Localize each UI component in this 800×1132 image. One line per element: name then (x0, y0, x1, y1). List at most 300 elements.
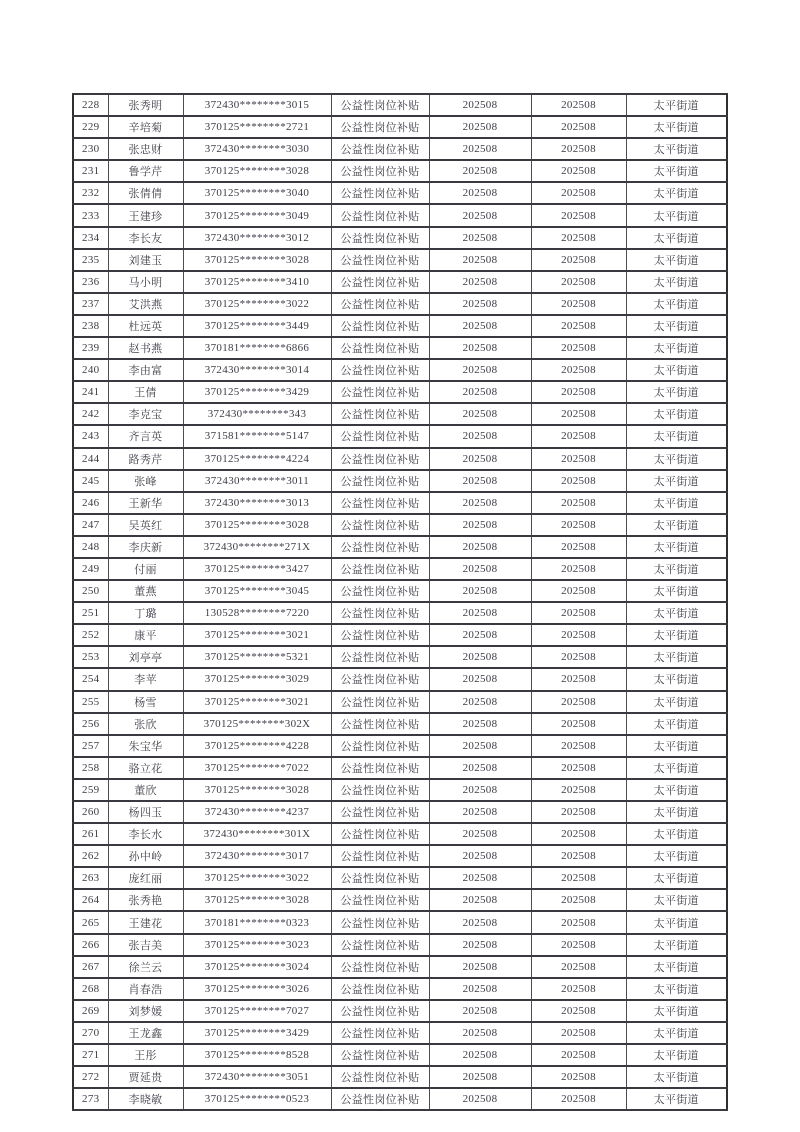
cell-start-month: 202508 (429, 978, 531, 1000)
cell-id-number: 370125********3026 (183, 978, 331, 1000)
cell-subsidy-type: 公益性岗位补贴 (331, 293, 429, 315)
cell-person-name: 贾延贵 (108, 1066, 183, 1088)
cell-start-month: 202508 (429, 94, 531, 116)
cell-person-name: 马小明 (108, 271, 183, 293)
cell-street: 太平街道 (626, 1044, 727, 1066)
cell-subsidy-type: 公益性岗位补贴 (331, 911, 429, 933)
cell-street: 太平街道 (626, 359, 727, 381)
cell-end-month: 202508 (531, 315, 626, 337)
cell-subsidy-type: 公益性岗位补贴 (331, 978, 429, 1000)
cell-end-month: 202508 (531, 779, 626, 801)
cell-id-number: 370125********3024 (183, 956, 331, 978)
cell-person-name: 赵书燕 (108, 337, 183, 359)
table-row (73, 315, 727, 337)
cell-id-number: 370125********3022 (183, 867, 331, 889)
cell-street: 太平街道 (626, 735, 727, 757)
cell-subsidy-type: 公益性岗位补贴 (331, 514, 429, 536)
cell-person-name: 辛培菊 (108, 116, 183, 138)
cell-end-month: 202508 (531, 94, 626, 116)
cell-row-number: 264 (73, 889, 108, 911)
cell-street: 太平街道 (626, 249, 727, 271)
cell-person-name: 张欣 (108, 713, 183, 735)
cell-id-number: 372430********3051 (183, 1066, 331, 1088)
cell-id-number: 370181********6866 (183, 337, 331, 359)
cell-id-number: 370125********3021 (183, 624, 331, 646)
table-row (73, 536, 727, 558)
cell-start-month: 202508 (429, 1000, 531, 1022)
cell-street: 太平街道 (626, 713, 727, 735)
table-row (73, 381, 727, 403)
cell-person-name: 骆立花 (108, 757, 183, 779)
cell-end-month: 202508 (531, 757, 626, 779)
cell-person-name: 王龙鑫 (108, 1022, 183, 1044)
cell-subsidy-type: 公益性岗位补贴 (331, 536, 429, 558)
cell-person-name: 刘亭亭 (108, 646, 183, 668)
cell-street: 太平街道 (626, 691, 727, 713)
cell-start-month: 202508 (429, 867, 531, 889)
cell-id-number: 372430********4237 (183, 801, 331, 823)
cell-street: 太平街道 (626, 558, 727, 580)
cell-end-month: 202508 (531, 381, 626, 403)
cell-start-month: 202508 (429, 116, 531, 138)
cell-end-month: 202508 (531, 978, 626, 1000)
cell-start-month: 202508 (429, 1044, 531, 1066)
cell-end-month: 202508 (531, 889, 626, 911)
cell-person-name: 张峰 (108, 470, 183, 492)
cell-id-number: 370125********5321 (183, 646, 331, 668)
cell-id-number: 370125********3021 (183, 691, 331, 713)
cell-row-number: 256 (73, 713, 108, 735)
cell-row-number: 239 (73, 337, 108, 359)
cell-start-month: 202508 (429, 668, 531, 690)
cell-id-number: 370125********8528 (183, 1044, 331, 1066)
cell-subsidy-type: 公益性岗位补贴 (331, 602, 429, 624)
cell-start-month: 202508 (429, 425, 531, 447)
cell-person-name: 杜远英 (108, 315, 183, 337)
cell-start-month: 202508 (429, 1066, 531, 1088)
table-row (73, 911, 727, 933)
subsidy-roster-table (72, 93, 728, 1111)
cell-id-number: 370125********3022 (183, 293, 331, 315)
cell-person-name: 孙中岭 (108, 845, 183, 867)
cell-row-number: 229 (73, 116, 108, 138)
cell-end-month: 202508 (531, 713, 626, 735)
cell-id-number: 370125********3040 (183, 182, 331, 204)
cell-subsidy-type: 公益性岗位补贴 (331, 823, 429, 845)
cell-street: 太平街道 (626, 1066, 727, 1088)
cell-subsidy-type: 公益性岗位补贴 (331, 381, 429, 403)
cell-street: 太平街道 (626, 514, 727, 536)
cell-row-number: 258 (73, 757, 108, 779)
cell-row-number: 270 (73, 1022, 108, 1044)
cell-start-month: 202508 (429, 138, 531, 160)
table-row (73, 271, 727, 293)
cell-id-number: 372430********301X (183, 823, 331, 845)
cell-subsidy-type: 公益性岗位补贴 (331, 691, 429, 713)
cell-subsidy-type: 公益性岗位补贴 (331, 1088, 429, 1110)
cell-start-month: 202508 (429, 889, 531, 911)
table-row (73, 182, 727, 204)
cell-row-number: 232 (73, 182, 108, 204)
cell-id-number: 370125********3049 (183, 204, 331, 226)
cell-subsidy-type: 公益性岗位补贴 (331, 1044, 429, 1066)
cell-end-month: 202508 (531, 558, 626, 580)
cell-subsidy-type: 公益性岗位补贴 (331, 558, 429, 580)
cell-subsidy-type: 公益性岗位补贴 (331, 624, 429, 646)
cell-id-number: 370125********3028 (183, 249, 331, 271)
cell-id-number: 370125********302X (183, 713, 331, 735)
cell-subsidy-type: 公益性岗位补贴 (331, 271, 429, 293)
table-row (73, 624, 727, 646)
table-row (73, 1000, 727, 1022)
cell-end-month: 202508 (531, 1066, 626, 1088)
cell-end-month: 202508 (531, 691, 626, 713)
cell-end-month: 202508 (531, 1088, 626, 1110)
cell-street: 太平街道 (626, 182, 727, 204)
cell-row-number: 234 (73, 227, 108, 249)
cell-subsidy-type: 公益性岗位补贴 (331, 249, 429, 271)
cell-subsidy-type: 公益性岗位补贴 (331, 934, 429, 956)
cell-street: 太平街道 (626, 94, 727, 116)
table-row (73, 293, 727, 315)
cell-id-number: 370181********0323 (183, 911, 331, 933)
cell-subsidy-type: 公益性岗位补贴 (331, 779, 429, 801)
cell-id-number: 372430********271X (183, 536, 331, 558)
cell-row-number: 260 (73, 801, 108, 823)
cell-subsidy-type: 公益性岗位补贴 (331, 448, 429, 470)
cell-row-number: 251 (73, 602, 108, 624)
cell-start-month: 202508 (429, 470, 531, 492)
cell-subsidy-type: 公益性岗位补贴 (331, 470, 429, 492)
cell-row-number: 241 (73, 381, 108, 403)
cell-subsidy-type: 公益性岗位补贴 (331, 1000, 429, 1022)
cell-row-number: 268 (73, 978, 108, 1000)
cell-start-month: 202508 (429, 757, 531, 779)
cell-row-number: 259 (73, 779, 108, 801)
cell-street: 太平街道 (626, 492, 727, 514)
cell-subsidy-type: 公益性岗位补贴 (331, 403, 429, 425)
cell-end-month: 202508 (531, 448, 626, 470)
cell-street: 太平街道 (626, 425, 727, 447)
cell-end-month: 202508 (531, 934, 626, 956)
table-row (73, 867, 727, 889)
cell-person-name: 路秀芹 (108, 448, 183, 470)
table-row (73, 249, 727, 271)
cell-end-month: 202508 (531, 845, 626, 867)
cell-person-name: 张秀明 (108, 94, 183, 116)
cell-start-month: 202508 (429, 448, 531, 470)
cell-id-number: 370125********7027 (183, 1000, 331, 1022)
cell-person-name: 刘梦媛 (108, 1000, 183, 1022)
table-row (73, 668, 727, 690)
cell-street: 太平街道 (626, 204, 727, 226)
cell-row-number: 271 (73, 1044, 108, 1066)
cell-person-name: 李晓敏 (108, 1088, 183, 1110)
cell-end-month: 202508 (531, 646, 626, 668)
cell-end-month: 202508 (531, 911, 626, 933)
cell-subsidy-type: 公益性岗位补贴 (331, 160, 429, 182)
cell-end-month: 202508 (531, 801, 626, 823)
cell-subsidy-type: 公益性岗位补贴 (331, 492, 429, 514)
cell-id-number: 372430********343 (183, 403, 331, 425)
table-row (73, 227, 727, 249)
cell-street: 太平街道 (626, 1022, 727, 1044)
table-row (73, 160, 727, 182)
cell-start-month: 202508 (429, 801, 531, 823)
cell-street: 太平街道 (626, 646, 727, 668)
cell-id-number: 130528********7220 (183, 602, 331, 624)
table-row (73, 204, 727, 226)
cell-street: 太平街道 (626, 911, 727, 933)
cell-end-month: 202508 (531, 204, 626, 226)
cell-subsidy-type: 公益性岗位补贴 (331, 425, 429, 447)
cell-subsidy-type: 公益性岗位补贴 (331, 713, 429, 735)
cell-subsidy-type: 公益性岗位补贴 (331, 227, 429, 249)
cell-start-month: 202508 (429, 536, 531, 558)
cell-end-month: 202508 (531, 624, 626, 646)
table-row (73, 94, 727, 116)
cell-street: 太平街道 (626, 116, 727, 138)
cell-end-month: 202508 (531, 293, 626, 315)
cell-start-month: 202508 (429, 823, 531, 845)
cell-street: 太平街道 (626, 956, 727, 978)
cell-person-name: 徐兰云 (108, 956, 183, 978)
cell-row-number: 266 (73, 934, 108, 956)
cell-row-number: 237 (73, 293, 108, 315)
cell-subsidy-type: 公益性岗位补贴 (331, 359, 429, 381)
cell-person-name: 王建珍 (108, 204, 183, 226)
cell-street: 太平街道 (626, 823, 727, 845)
cell-id-number: 370125********3045 (183, 580, 331, 602)
cell-person-name: 肖春浩 (108, 978, 183, 1000)
cell-id-number: 370125********3029 (183, 668, 331, 690)
cell-street: 太平街道 (626, 801, 727, 823)
cell-row-number: 267 (73, 956, 108, 978)
cell-start-month: 202508 (429, 315, 531, 337)
cell-id-number: 370125********3028 (183, 779, 331, 801)
cell-start-month: 202508 (429, 359, 531, 381)
cell-start-month: 202508 (429, 602, 531, 624)
cell-person-name: 张忠财 (108, 138, 183, 160)
cell-id-number: 370125********3429 (183, 1022, 331, 1044)
cell-end-month: 202508 (531, 337, 626, 359)
cell-end-month: 202508 (531, 160, 626, 182)
cell-subsidy-type: 公益性岗位补贴 (331, 138, 429, 160)
cell-subsidy-type: 公益性岗位补贴 (331, 182, 429, 204)
table-row (73, 735, 727, 757)
cell-person-name: 吴英红 (108, 514, 183, 536)
table-row (73, 1022, 727, 1044)
table-row (73, 470, 727, 492)
cell-end-month: 202508 (531, 735, 626, 757)
cell-id-number: 370125********3449 (183, 315, 331, 337)
table-row (73, 934, 727, 956)
cell-person-name: 刘建玉 (108, 249, 183, 271)
cell-person-name: 付丽 (108, 558, 183, 580)
cell-id-number: 372430********3011 (183, 470, 331, 492)
table-row (73, 757, 727, 779)
cell-row-number: 238 (73, 315, 108, 337)
cell-start-month: 202508 (429, 845, 531, 867)
cell-start-month: 202508 (429, 514, 531, 536)
table-row (73, 337, 727, 359)
cell-person-name: 张秀艳 (108, 889, 183, 911)
cell-person-name: 王建花 (108, 911, 183, 933)
cell-start-month: 202508 (429, 293, 531, 315)
subsidy-roster-table-body (73, 94, 727, 1110)
table-row (73, 359, 727, 381)
cell-subsidy-type: 公益性岗位补贴 (331, 757, 429, 779)
cell-start-month: 202508 (429, 204, 531, 226)
table-row (73, 1044, 727, 1066)
cell-subsidy-type: 公益性岗位补贴 (331, 889, 429, 911)
cell-person-name: 朱宝华 (108, 735, 183, 757)
table-row (73, 138, 727, 160)
cell-end-month: 202508 (531, 492, 626, 514)
table-row (73, 116, 727, 138)
cell-start-month: 202508 (429, 934, 531, 956)
cell-id-number: 370125********3023 (183, 934, 331, 956)
cell-person-name: 李长友 (108, 227, 183, 249)
cell-end-month: 202508 (531, 867, 626, 889)
cell-row-number: 230 (73, 138, 108, 160)
cell-start-month: 202508 (429, 558, 531, 580)
cell-street: 太平街道 (626, 1000, 727, 1022)
cell-person-name: 张吉美 (108, 934, 183, 956)
cell-id-number: 372430********3017 (183, 845, 331, 867)
cell-row-number: 244 (73, 448, 108, 470)
cell-end-month: 202508 (531, 602, 626, 624)
cell-start-month: 202508 (429, 779, 531, 801)
cell-person-name: 丁璐 (108, 602, 183, 624)
cell-start-month: 202508 (429, 580, 531, 602)
cell-street: 太平街道 (626, 160, 727, 182)
cell-row-number: 236 (73, 271, 108, 293)
cell-end-month: 202508 (531, 425, 626, 447)
cell-end-month: 202508 (531, 249, 626, 271)
table-row (73, 823, 727, 845)
cell-person-name: 李苹 (108, 668, 183, 690)
cell-start-month: 202508 (429, 956, 531, 978)
cell-street: 太平街道 (626, 867, 727, 889)
cell-person-name: 王新华 (108, 492, 183, 514)
cell-row-number: 243 (73, 425, 108, 447)
cell-subsidy-type: 公益性岗位补贴 (331, 580, 429, 602)
cell-subsidy-type: 公益性岗位补贴 (331, 801, 429, 823)
cell-start-month: 202508 (429, 713, 531, 735)
cell-person-name: 王倩 (108, 381, 183, 403)
table-row (73, 514, 727, 536)
cell-street: 太平街道 (626, 271, 727, 293)
cell-person-name: 庞红丽 (108, 867, 183, 889)
cell-id-number: 370125********2721 (183, 116, 331, 138)
cell-person-name: 李由富 (108, 359, 183, 381)
cell-id-number: 372430********3015 (183, 94, 331, 116)
cell-row-number: 233 (73, 204, 108, 226)
cell-end-month: 202508 (531, 1022, 626, 1044)
cell-end-month: 202508 (531, 403, 626, 425)
cell-start-month: 202508 (429, 624, 531, 646)
cell-street: 太平街道 (626, 934, 727, 956)
cell-street: 太平街道 (626, 381, 727, 403)
cell-id-number: 370125********4224 (183, 448, 331, 470)
cell-end-month: 202508 (531, 668, 626, 690)
cell-id-number: 370125********3028 (183, 514, 331, 536)
cell-start-month: 202508 (429, 911, 531, 933)
cell-id-number: 372430********3013 (183, 492, 331, 514)
cell-end-month: 202508 (531, 470, 626, 492)
cell-start-month: 202508 (429, 227, 531, 249)
cell-street: 太平街道 (626, 315, 727, 337)
cell-person-name: 康平 (108, 624, 183, 646)
table-row (73, 713, 727, 735)
cell-start-month: 202508 (429, 492, 531, 514)
cell-id-number: 372430********3030 (183, 138, 331, 160)
cell-subsidy-type: 公益性岗位补贴 (331, 1066, 429, 1088)
cell-person-name: 李庆新 (108, 536, 183, 558)
cell-street: 太平街道 (626, 580, 727, 602)
cell-street: 太平街道 (626, 889, 727, 911)
table-row (73, 779, 727, 801)
cell-row-number: 269 (73, 1000, 108, 1022)
cell-person-name: 鲁学芹 (108, 160, 183, 182)
table-row (73, 801, 727, 823)
cell-row-number: 257 (73, 735, 108, 757)
cell-id-number: 372430********3012 (183, 227, 331, 249)
cell-start-month: 202508 (429, 735, 531, 757)
cell-row-number: 255 (73, 691, 108, 713)
cell-street: 太平街道 (626, 403, 727, 425)
cell-row-number: 262 (73, 845, 108, 867)
table-row (73, 646, 727, 668)
cell-id-number: 370125********7022 (183, 757, 331, 779)
cell-subsidy-type: 公益性岗位补贴 (331, 646, 429, 668)
cell-person-name: 董燕 (108, 580, 183, 602)
cell-row-number: 272 (73, 1066, 108, 1088)
cell-subsidy-type: 公益性岗位补贴 (331, 668, 429, 690)
cell-row-number: 249 (73, 558, 108, 580)
cell-subsidy-type: 公益性岗位补贴 (331, 735, 429, 757)
cell-end-month: 202508 (531, 580, 626, 602)
cell-subsidy-type: 公益性岗位补贴 (331, 94, 429, 116)
cell-row-number: 252 (73, 624, 108, 646)
cell-person-name: 李长水 (108, 823, 183, 845)
table-row (73, 978, 727, 1000)
table-row (73, 1066, 727, 1088)
cell-id-number: 370125********0523 (183, 1088, 331, 1110)
cell-street: 太平街道 (626, 779, 727, 801)
cell-start-month: 202508 (429, 337, 531, 359)
cell-row-number: 247 (73, 514, 108, 536)
cell-end-month: 202508 (531, 1044, 626, 1066)
cell-row-number: 250 (73, 580, 108, 602)
table-row (73, 580, 727, 602)
table-row (73, 602, 727, 624)
cell-row-number: 245 (73, 470, 108, 492)
cell-street: 太平街道 (626, 470, 727, 492)
cell-street: 太平街道 (626, 138, 727, 160)
cell-street: 太平街道 (626, 293, 727, 315)
cell-person-name: 杨四玉 (108, 801, 183, 823)
cell-street: 太平街道 (626, 536, 727, 558)
cell-row-number: 254 (73, 668, 108, 690)
table-row (73, 691, 727, 713)
cell-end-month: 202508 (531, 271, 626, 293)
cell-start-month: 202508 (429, 271, 531, 293)
cell-street: 太平街道 (626, 978, 727, 1000)
table-row (73, 558, 727, 580)
cell-row-number: 261 (73, 823, 108, 845)
